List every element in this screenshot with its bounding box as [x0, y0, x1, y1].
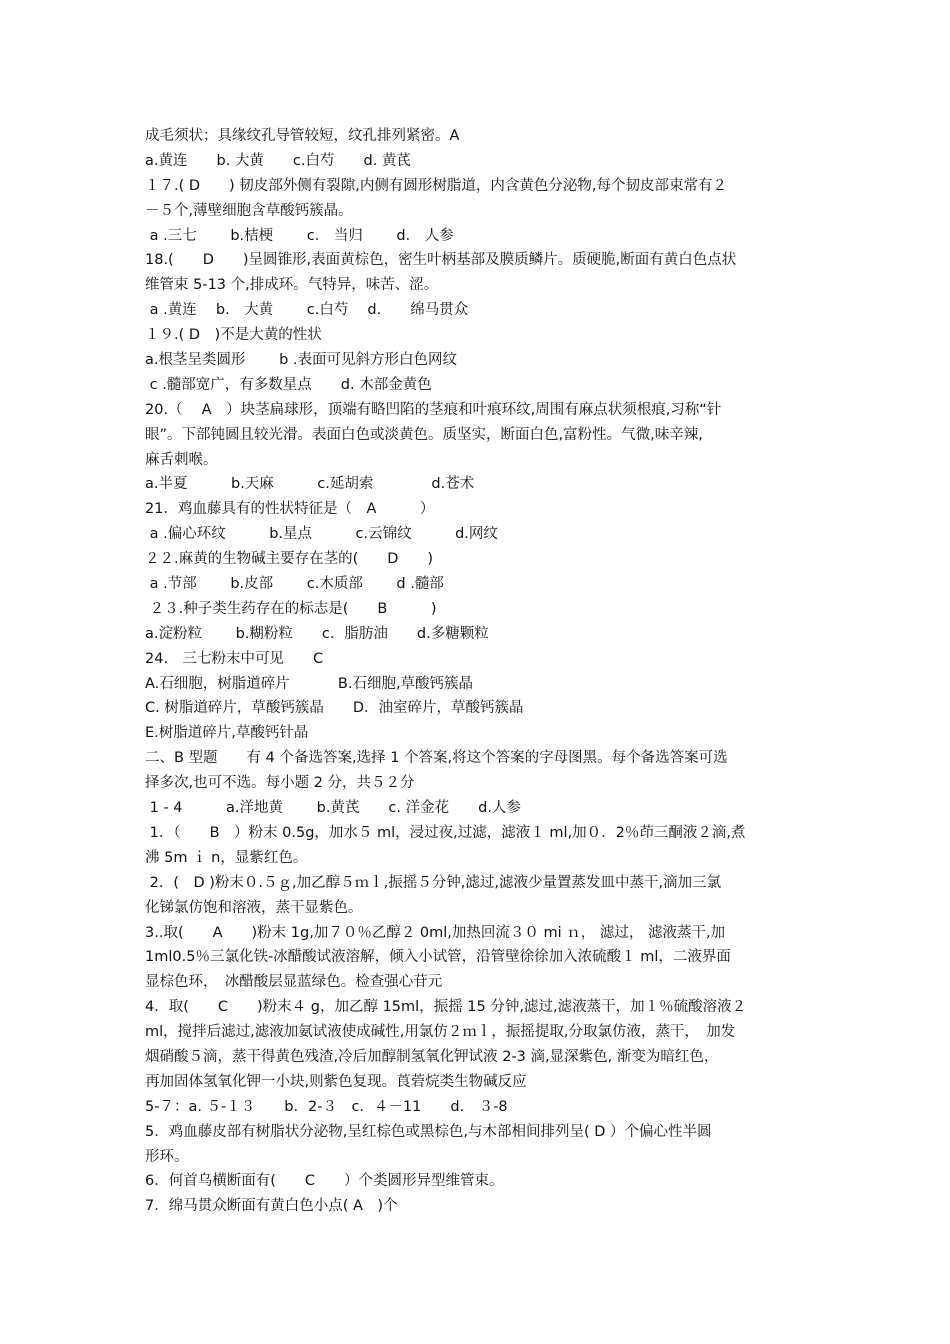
text-line: 维管束 5-13 个,排成环。气特异，味苦、涩。 [145, 277, 439, 294]
text-line: 24. 三七粉末中可见 C [145, 650, 324, 667]
text-line: １７.( D ) 韧皮部外侧有裂隙,内侧有圆形树脂道，内含黄色分泌物,每个韧皮部束常有２ [145, 177, 728, 194]
text-line: ２２.麻黄的生物碱主要存在茎的( D ) [145, 551, 434, 568]
text-line: a .黄连 b. 大黄 c.白芍 d. 绵马贯众 [145, 302, 469, 319]
text-line: 4．取( C )粉末４ g，加乙醇 15ml，振摇 15 分钟,滤过,滤液蒸干，加１％硫酸溶液２ [145, 999, 747, 1016]
text-line: C. 树脂道碎片，草酸钙簇晶 D．油室碎片，草酸钙簇晶 [145, 700, 524, 717]
document-page [145, 124, 815, 1219]
text-line: 化锑氯仿饱和溶液，蒸干显紫色。 [145, 899, 363, 916]
text-line: 二、B 型题 有 4 个备选答案,选择 1 个答案,将这个答案的字母图黑。每个备选答案可选 [145, 750, 728, 767]
text-line: 再加固体氢氧化钾一小块,则紫色复现。莨菪烷类生物碱反应 [145, 1073, 527, 1090]
text-line: a.半夏 b.天麻 c.延胡索 d.苍术 [145, 476, 475, 493]
text-line: a .三七 b.桔梗 c． 当归 d． 人参 [145, 227, 454, 244]
text-line: 显棕色环， 冰醋酸层显蓝绿色。检查强心苷元 [145, 974, 443, 991]
text-line: 形环。 [145, 1148, 189, 1165]
text-line: 6．何首乌横断面有( C ）个类圆形异型维管束。 [145, 1173, 504, 1190]
text-line: 3..取( A )粉末 1g,加７０％乙醇２ 0ml,加热回流３０ mi ｎ， 滤过， 滤液蒸干,加 [145, 924, 726, 941]
text-line: A.石细胞，树脂道碎片 B.石细胞,草酸钙簇晶 [145, 675, 474, 692]
text-line: c .髓部宽广，有多数星点 d. 木部金黄色 [145, 376, 432, 393]
text-line: 1 - 4 a.洋地黄 b.黄芪 c. 洋金花 d.人参 [145, 800, 521, 817]
text-line: a.根茎呈类圆形 b .表面可见斜方形白色网纹 [145, 352, 458, 369]
text-line: 20.（ A ）块茎扁球形，顶端有略凹陷的茎痕和叶痕环纹,周围有麻点状须根痕,习称“针 [145, 401, 722, 418]
text-line: １９.( D )不是大黄的性状 [145, 327, 322, 344]
text-line: 沸 5m ｉ n，显紫红色。 [145, 849, 308, 866]
text-line: 1ml0.5％三氯化铁-冰醋酸试液溶解，倾入小试管，沿管壁徐徐加入浓硫酸１ ml，二液界面 [145, 949, 731, 966]
text-line: a.黄连 b. 大黄 c.白芍 d. 黄芪 [145, 152, 411, 169]
text-line: a .偏心环纹 b.星点 c.云锦纹 d.网纹 [145, 526, 498, 543]
text-line: 21．鸡血藤具有的性状特征是（ A ） [145, 501, 435, 518]
text-line: ml，搅拌后滤过,滤液加氨试液使成碱性,用氯仿２ｍｌ，振摇提取,分取氯仿液，蒸干， 加发 [145, 1024, 736, 1041]
text-line: 麻舌刺喉。 [145, 451, 218, 468]
text-line: 7．绵马贯众断面有黄白色小点( A )个 [145, 1198, 398, 1215]
text-line: 烟硝酸５滴，蒸干得黄色残渣,冷后加醇制氢氧化钾试液 2-3 滴,显深紫色, 渐变为暗红色， [145, 1048, 719, 1065]
text-line: 1．（ B ）粉末 0.5g，加水５ ml，浸过夜,过滤，滤液１ ml,加０．2％茚三酮液２滴,煮 [145, 824, 746, 841]
text-line: 择多次,也可不选。每小题 2 分，共５２分 [145, 775, 415, 792]
text-line: 5．鸡血藤皮部有树脂状分泌物,呈红棕色或黑棕色,与木部相间排列呈( D ）个偏心性半圆 [145, 1123, 712, 1140]
text-line: 2．( D )粉末０.５ｇ,加乙醇５ｍｌ,振摇５分钟,滤过,滤液少量置蒸发皿中蒸干,滴加三氯 [145, 874, 722, 891]
text-line: a.淀粉粒 b.糊粉粒 c．脂肪油 d.多糖颗粒 [145, 625, 489, 642]
text-line: E.树脂道碎片,草酸钙针晶 [145, 725, 309, 742]
text-line: －５个,薄壁细胞含草酸钙簇晶。 [145, 202, 353, 219]
text-line: 18.( D )呈圆锥形,表面黄棕色，密生叶柄基部及膜质鳞片。质硬脆,断面有黄白色点状 [145, 252, 737, 269]
text-line: 成毛须状；具缘纹孔导管较短，纹孔排列紧密。A [145, 128, 460, 144]
text-line: 5-７：a. ５-１３ b．2-３ c．４－11 d. ３-8 [145, 1098, 508, 1115]
text-line: ２３.种子类生药存在的标志是( B ) [145, 600, 437, 617]
text-line: a .节部 b.皮部 c.木质部 d .髓部 [145, 576, 444, 593]
text-line: 眼”。下部钝圆且较光滑。表面白色或淡黄色。质坚实，断面白色,富粉性。气微,味辛辣, [145, 426, 703, 443]
